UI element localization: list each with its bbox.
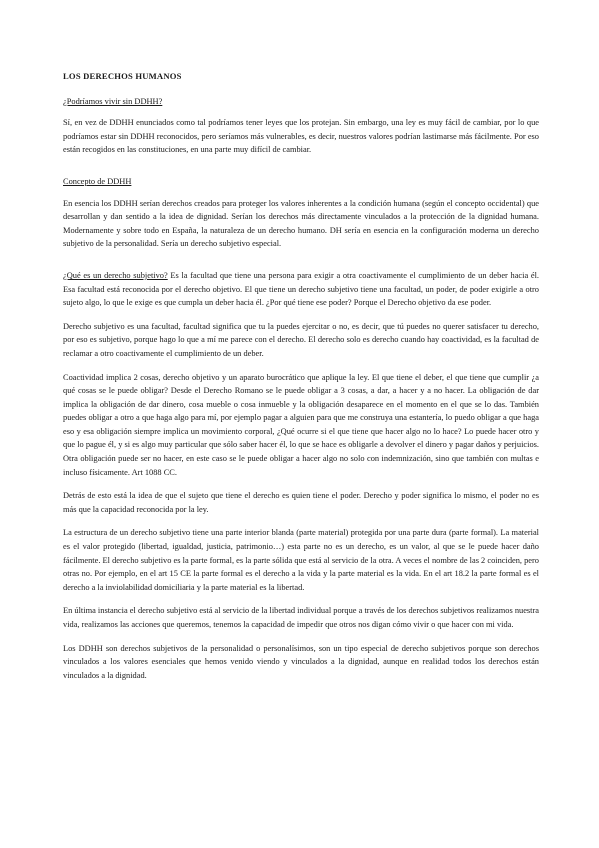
paragraph-vivir-sin-ddhh: Sí, en vez de DDHH enunciados como tal podríamos tener leyes que los protejan. Sin embargo, una ley es muy fácil de cambiar, por lo que podríamos estar sin DDHH reconocidos, pero seríamos más vulnerables, es decir, nuestros valores podrían lastimarse más fácilmente. Por eso están recogidos en las constituciones, en una parte muy difícil de cambiar.: [63, 118, 539, 155]
derecho-subjetivo-question: ¿Qué es un derecho subjetivo?: [63, 270, 168, 280]
paragraph-coactividad: Coactividad implica 2 cosas, derecho objetivo y un aparato burocrático que aplique la ley. El que tiene el deber, el que tiene que cumplir ¿a qué cosas se le puede obligar? Desde el Derecho Romano se le puede obligar a 3 cosas, a dar, a hacer y a no hacer. La obligación de dar implica la obligación de dar dinero, cosa mueble o cosa inmueble y la obligación desaparece en el momento en el que se lo das. También puedes obligar a otro a que haga algo para mí, por ejemplo pagar a alguien para que me construya una estantería, lo puedo obligar a que haga eso y esa obligación siempre implica un movimiento corporal, ¿Qué ocurre si el que tiene que hacer algo no lo hace? Lo puede hacer otro y que lo pague él, y si es algo muy particular que sólo saber hacer él, lo que se hace es obligarle a devolver el dinero y pagar daños y perjuicios. Otra obligación puede ser no hacer, en este caso se le puede obligar a hacer algo no solo con indemnización, sino que también con multas e incluso físicamente. Art 1088 CC.: [63, 372, 539, 477]
paragraph-estructura: La estructura de un derecho subjetivo tiene una parte interior blanda (parte material) protegida por una parte dura (parte formal). La material es el valor protegido (libertad, igualdad, justicia, patrimonio…) esta parte no es un derecho, es un valor, al que se le puede hacer daño fácilmente. El derecho subjetivo es la parte formal, es la parte sólida que está al servicio de la otra. A veces el nombre de las 2 coinciden, pero otras no. Por ejemplo, en el art 15 CE la parte formal es el derecho a la vida y la parte material es la vida. En el art 18.2 la parte formal es el derecho a la inviolabilidad domiciliaria y la parte material es la libertad.: [63, 528, 539, 592]
paragraph-libertad: En última instancia el derecho subjetivo está al servicio de la libertad individual porque a través de los derechos subjetivos realizamos nuestra vida, realizamos las acciones que queremos, tenemos la capacidad de impedir que otros nos digan cómo vivir o que hacer con mi vida.: [63, 606, 539, 629]
document-page: [63, 70, 539, 692]
paragraph-derecho-subjetivo: [63, 269, 539, 310]
paragraph-facultad: Derecho subjetivo es una facultad, facultad significa que tu la puedes ejercitar o no, es decir, que tú puedes no querer satisfacer tu derecho, por eso es subjetivo, porque hago lo que a mí me parece con el derecho. El derecho solo es derecho cuando hay coactividad, es la facultad de reclamar a otro coactivamente el cumplimiento de un deber.: [63, 321, 539, 358]
derecho-subjetivo-text: Es la facultad que tiene una persona para exigir a otra coactivamente el cumplimiento de un deber hacia él. Esa facultad está reconocida por el derecho objetivo. El que tiene un derecho subjetivo tiene una facultad, un poder, de poder exigirle a otro sujeto algo, lo que le exige es que cumpla un deber hacia él. ¿Por qué tiene ese poder? Porque el Derecho objetivo da ese poder.: [63, 270, 540, 308]
concept-heading: Concepto de DDHH: [63, 176, 132, 186]
paragraph-concepto: En esencia los DDHH serían derechos creados para proteger los valores inherentes a la condición humana (según el concepto occidental) que desarrollan y dan sentido a la idea de dignidad. Serían los derechos más directamente vinculados a la protección de la dignidad humana. Modernamente y sobre todo en España, la naturaleza de un derecho humano. DH sería en esencia en la configuración moderna un derecho subjetivo de la personalidad. Sería un derecho subjetivo especial.: [63, 198, 539, 249]
question-heading: ¿Podríamos vivir sin DDHH?: [63, 96, 163, 106]
paragraph-poder: Detrás de esto está la idea de que el sujeto que tiene el derecho es quien tiene el poder. Derecho y poder significa lo mismo, el poder no es más que la capacidad reconocida por la ley.: [63, 491, 539, 514]
paragraph-personalisimos: Los DDHH son derechos subjetivos de la personalidad o personalísimos, son un tipo especial de derecho subjetivos porque son derechos vinculados a los valores esenciales que hemos venido viendo y vinculados a la dignidad, aunque en realidad todos los derechos están vinculados a la dignidad.: [63, 643, 539, 680]
document-title: LOS DERECHOS HUMANOS: [63, 71, 182, 81]
